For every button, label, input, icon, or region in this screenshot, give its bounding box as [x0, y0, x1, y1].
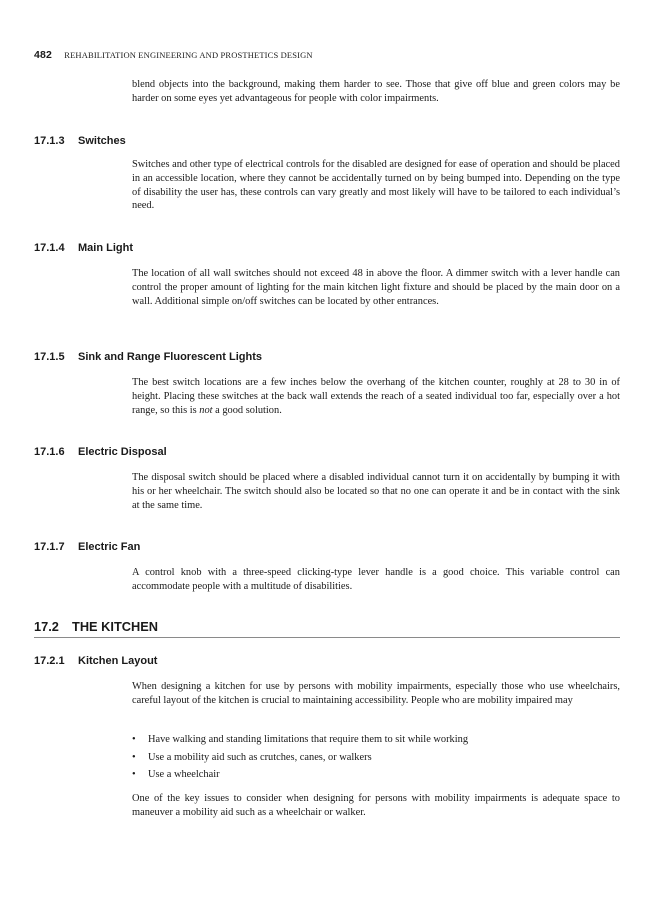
running-title: REHABILITATION ENGINEERING AND PROSTHETICS DESIGN [64, 50, 313, 60]
section-number: 17.2.1 [34, 655, 65, 667]
kitchen-layout-closing-paragraph: One of the key issues to consider when designing for persons with mobility impairments is adequate space to maneuver a mobility aid such as a wheelchair or walker. [132, 793, 620, 818]
section-heading-sink-range [34, 351, 262, 363]
bullet-marker: • [132, 734, 136, 745]
kitchen-layout-paragraph: When designing a kitchen for use by persons with mobility impairments, especially those who use wheelchairs, careful layout of the kitchen is crucial to maintaining accessibility. People who are mobility impaired may [132, 681, 620, 706]
section-heading-kitchen-layout [34, 655, 157, 667]
emphasis-not: not [199, 404, 213, 416]
section-title: Sink and Range Fluorescent Lights [78, 351, 262, 363]
section-number: 17.1.7 [34, 541, 65, 553]
section-heading-disposal [34, 446, 167, 458]
bullet-marker: • [132, 769, 136, 780]
main-light-paragraph: The location of all wall switches should not exceed 48 in above the floor. A dimmer switch with a lever handle can control the proper amount of lighting for the main kitchen light fixture and should be placed by the main door on a wall. Additional simple on/off switches can be located by other entrances. [132, 268, 620, 307]
list-item-text: Have walking and standing limitations that require them to sit while working [148, 734, 469, 745]
bullet-marker: • [132, 751, 136, 763]
section-title: Switches [78, 135, 126, 147]
section-number: 17.1.3 [34, 135, 65, 147]
list-item [132, 766, 620, 784]
sink-range-text-end: a good solution. [212, 404, 282, 416]
list-item-text: Use a wheelchair [148, 769, 220, 780]
list-item-text: Use a mobility aid such as crutches, canes, or walkers [148, 751, 372, 763]
section-title: Main Light [78, 242, 133, 254]
chapter-heading-kitchen [34, 619, 620, 638]
section-heading-main-light [34, 242, 133, 254]
section-title: THE KITCHEN [72, 619, 159, 634]
fan-paragraph: A control knob with a three-speed clicking-type lever handle is a good choice. This variable control can accommodate people with a multitude of disabilities. [132, 567, 620, 592]
disposal-paragraph: The disposal switch should be placed where a disabled individual cannot turn it on accidentally by bumping it with his or her wheelchair. The switch should also be located so that no one can operate it and be in contact with the sink at the same time. [132, 472, 620, 511]
section-title: Electric Disposal [78, 446, 167, 458]
section-title: Kitchen Layout [78, 655, 158, 667]
section-number: 17.1.4 [34, 242, 65, 254]
section-number: 17.1.6 [34, 446, 65, 458]
section-number: 17.2 [34, 619, 59, 634]
section-heading-switches [34, 135, 126, 147]
sink-range-paragraph [132, 376, 620, 417]
section-title: Electric Fan [78, 541, 141, 553]
sink-range-text: The best switch locations are a few inches below the overhang of the kitchen counter, roughly at 28 to 30 in of height. Placing these switches at the back wall extends the reach of a seated individual too far, especially over a hot range, so this is [132, 377, 620, 416]
section-heading-fan [34, 541, 140, 553]
list-item [132, 731, 620, 749]
list-item [132, 749, 620, 767]
running-head [34, 49, 313, 61]
mobility-bullet-list [132, 731, 620, 784]
page-number: 482 [34, 49, 52, 61]
switches-paragraph: Switches and other type of electrical controls for the disabled are designed for ease of operation and should be placed in an accessible location, where they cannot be accidentally turned on by being bumped into. Depending on the type of disability the user has, these controls can vary greatly and most likely will have to be tailored to each individual’s need. [132, 159, 620, 212]
intro-paragraph: blend objects into the background, making them harder to see. Those that give off blue and green colors may be harder on some eyes yet advantageous for people with color impairments. [132, 79, 620, 104]
section-number: 17.1.5 [34, 351, 65, 363]
